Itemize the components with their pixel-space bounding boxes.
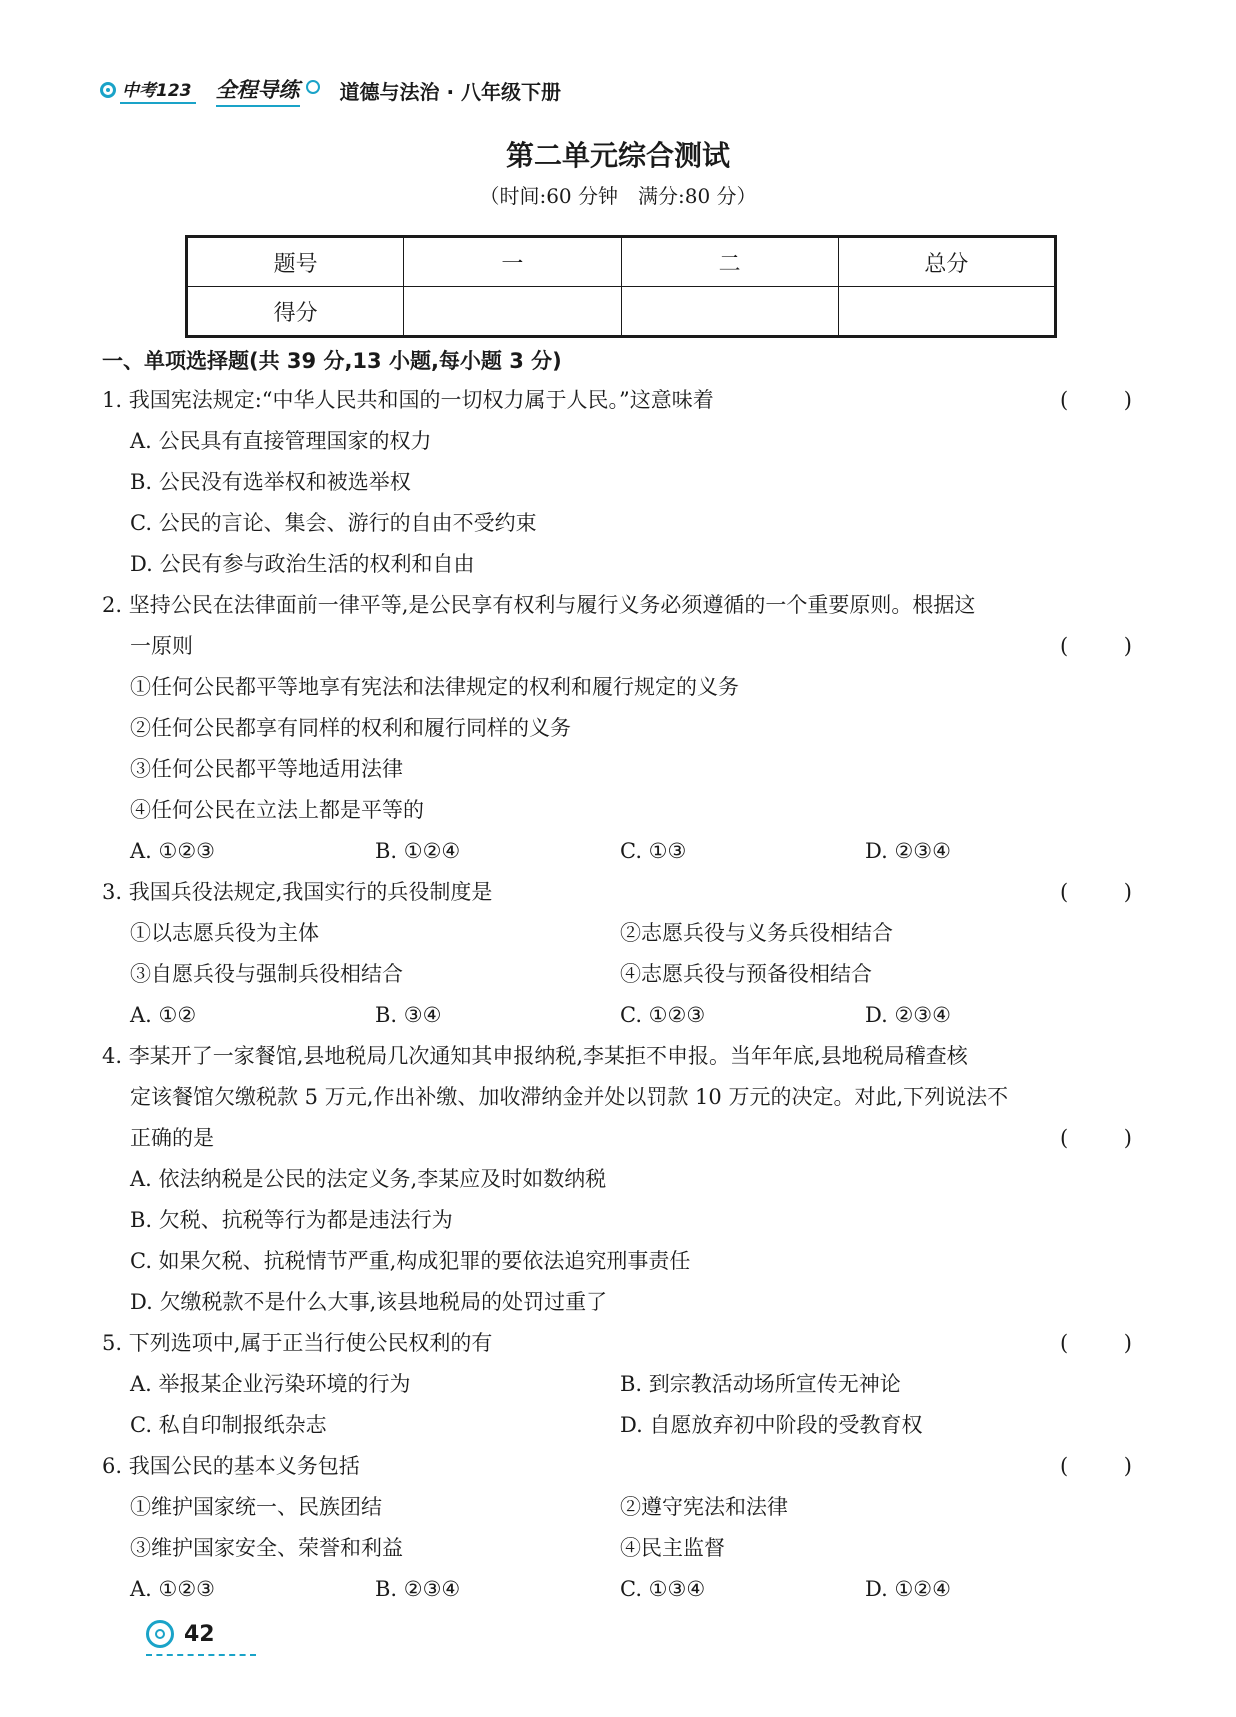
option-row — [102, 1364, 1132, 1405]
statement-2: ②遵守宪法和法律 — [620, 1495, 788, 1519]
page-number: 42 — [184, 1621, 215, 1647]
score-cell: 得分 — [187, 287, 404, 337]
question-3-stem: 3. 我国兵役法规定,我国实行的兵役制度是 — [102, 880, 493, 904]
brand-dot-icon — [100, 82, 116, 98]
statement-row — [102, 1487, 1132, 1528]
answer-blank: ( ) — [1060, 1454, 1132, 1478]
question-stem — [102, 872, 1132, 913]
option-row — [102, 995, 1132, 1036]
option-d: D. ②③④ — [865, 839, 951, 863]
page-title: 第二单元综合测试 — [505, 139, 730, 172]
option-b: B. ②③④ — [375, 1577, 461, 1601]
question-4-stem: 4. 李某开了一家餐馆,县地税局几次通知其申报纳税,李某拒不申报。当年年底,县地税局稽查核 — [102, 1044, 968, 1068]
statement-4: ④民主监督 — [620, 1536, 725, 1560]
option-row — [102, 1569, 1132, 1610]
statement-4: ④任何公民在立法上都是平等的 — [130, 798, 424, 822]
question-6-stem: 6. 我国公民的基本义务包括 — [102, 1454, 360, 1478]
statement-3: ③维护国家安全、荣誉和利益 — [130, 1536, 403, 1560]
brand-logo — [100, 74, 320, 107]
answer-blank: ( ) — [1060, 1331, 1132, 1355]
exam-info: （时间:60 分钟 满分:80 分） — [479, 184, 757, 208]
question-stem — [102, 1118, 1132, 1159]
question-stem — [102, 1323, 1132, 1364]
option-d: D. ②③④ — [865, 1003, 951, 1027]
score-cell — [621, 287, 838, 337]
question-4-stem-end: 正确的是 — [130, 1126, 214, 1150]
answer-blank: ( ) — [1060, 634, 1132, 658]
option-b: B. 到宗教活动场所宣传无神论 — [620, 1372, 901, 1396]
score-cell: 二 — [621, 237, 838, 287]
option-c: C. ①③ — [620, 839, 687, 863]
score-table-score-row — [187, 287, 1056, 337]
statement-2: ②志愿兵役与义务兵役相结合 — [620, 921, 893, 945]
option-c: C. 如果欠税、抗税情节严重,构成犯罪的要依法追究刑事责任 — [130, 1249, 691, 1273]
question-list — [102, 380, 1132, 1610]
option-c: C. ①②③ — [620, 1003, 706, 1027]
page-footer — [146, 1620, 215, 1648]
option-c: C. ①③④ — [620, 1577, 706, 1601]
option-d: D. 自愿放弃初中阶段的受教育权 — [620, 1413, 923, 1437]
header — [100, 68, 561, 112]
statement-row — [102, 1528, 1132, 1569]
option-b: B. 公民没有选举权和被选举权 — [130, 470, 411, 494]
target-ring-icon — [146, 1620, 174, 1648]
statement-1: ①维护国家统一、民族团结 — [130, 1495, 382, 1519]
option-c: C. 私自印制报纸杂志 — [130, 1413, 327, 1437]
option-d: D. 公民有参与政治生活的权利和自由 — [130, 552, 475, 576]
question-4-stem-cont: 定该餐馆欠缴税款 5 万元,作出补缴、加收滞纳金并处以罚款 10 万元的决定。对此,下列说法不 — [130, 1085, 1009, 1109]
option-b: B. 欠税、抗税等行为都是违法行为 — [130, 1208, 453, 1232]
option-a: A. ①②③ — [130, 1577, 215, 1601]
subject-title: 道德与法治 · 八年级下册 — [339, 79, 562, 104]
brand-main: 中考123 — [120, 76, 196, 104]
score-table-header-row — [187, 237, 1056, 287]
brand-ring-icon — [306, 80, 320, 94]
question-2-stem-cont: 一原则 — [130, 634, 193, 658]
statement-3: ③自愿兵役与强制兵役相结合 — [130, 962, 403, 986]
option-row — [102, 831, 1132, 872]
option-a: A. ①② — [130, 1003, 197, 1027]
score-cell: 总分 — [838, 237, 1055, 287]
option-b: B. ③④ — [375, 1003, 442, 1027]
answer-blank: ( ) — [1060, 880, 1132, 904]
statement-1: ①以志愿兵役为主体 — [130, 921, 319, 945]
score-table — [185, 235, 1057, 338]
statement-row — [102, 954, 1132, 995]
option-d: D. 欠缴税款不是什么大事,该县地税局的处罚过重了 — [130, 1290, 608, 1314]
option-a: A. 公民具有直接管理国家的权力 — [130, 429, 432, 453]
option-b: B. ①②④ — [375, 839, 461, 863]
answer-blank: ( ) — [1060, 388, 1132, 412]
question-5-stem: 5. 下列选项中,属于正当行使公民权利的有 — [102, 1331, 493, 1355]
option-row — [102, 1405, 1132, 1446]
score-cell — [838, 287, 1055, 337]
question-stem — [102, 1446, 1132, 1487]
question-2-stem: 2. 坚持公民在法律面前一律平等,是公民享有权利与履行义务必须遵循的一个重要原则。根据这 — [102, 593, 976, 617]
statement-2: ②任何公民都享有同样的权利和履行同样的义务 — [130, 716, 571, 740]
question-stem — [102, 626, 1132, 667]
option-a: A. 依法纳税是公民的法定义务,李某应及时如数纳税 — [130, 1167, 607, 1191]
section-heading: 一、单项选择题(共 39 分,13 小题,每小题 3 分) — [102, 349, 562, 373]
question-1-stem: 1. 我国宪法规定:“中华人民共和国的一切权力属于人民。”这意味着 — [102, 388, 714, 412]
score-cell — [404, 287, 621, 337]
statement-4: ④志愿兵役与预备役相结合 — [620, 962, 872, 986]
option-a: A. ①②③ — [130, 839, 215, 863]
option-c: C. 公民的言论、集会、游行的自由不受约束 — [130, 511, 537, 535]
option-a: A. 举报某企业污染环境的行为 — [130, 1372, 411, 1396]
statement-3: ③任何公民都平等地适用法律 — [130, 757, 403, 781]
footer-divider — [146, 1654, 256, 1656]
score-cell: 题号 — [187, 237, 404, 287]
statement-row — [102, 913, 1132, 954]
brand-sub: 全程导练 — [216, 74, 300, 107]
score-cell: 一 — [404, 237, 621, 287]
question-stem — [102, 380, 1132, 421]
statement-1: ①任何公民都平等地享有宪法和法律规定的权利和履行规定的义务 — [130, 675, 739, 699]
answer-blank: ( ) — [1060, 1126, 1132, 1150]
option-d: D. ①②④ — [865, 1577, 951, 1601]
